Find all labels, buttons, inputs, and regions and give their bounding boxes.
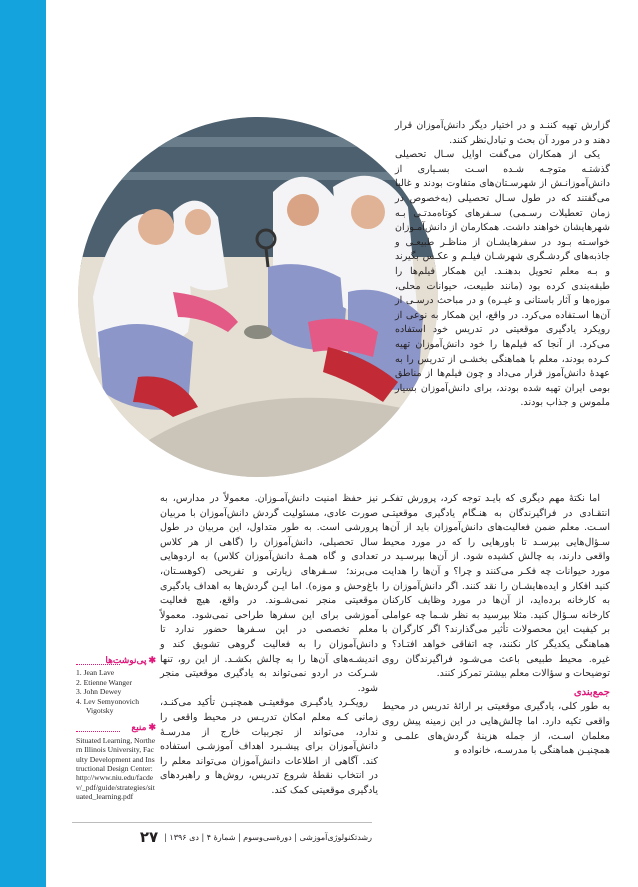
paragraph: رویکـرد یادگیـری موقعیتـی همچنیـن تأکید می‌کنـد، زمانی کـه معلم امکان تدریـس در محیط واقعی را ندارد، می‌تواند از تجربیات خارج از مدرسـۀ دانش‌آموزان برای پیشـبرد اهداف آموزشـی استفاده کند. آگاهی از اطلاعات دانش‌آموزان می‌تواند معلم را در انتخاب نقطۀ شروع تدریس، روش‌ها و راهبردهای یادگیری موقعیتی کمک کند. bbox=[160, 697, 378, 796]
accent-side-bar bbox=[0, 0, 46, 887]
divider bbox=[76, 731, 120, 732]
paragraph: نیز حفظ امنیت دانش‌آمـوزان. معمولاً در مدارس، به صورت عادی، مسئولیت گردش دانش‌آموزان با مربیان پرورشی است. به طور متداول، این مربیان در طول سال تحصیلی، دانش‌آموزان را (گاهی از هر کلاس تعدادی و گاه همـۀ دانش‌آموزان کلاس) به اردوهایی می‌برند؛ سـفرهای زیارتی و تفریحی (کوهسـتان، باغ‌وحش و موزه). اما ایـن گردش‌ها به اهداف یادگیری موقعیتی منجر نمی‌شـوند. در واقع، هیچ فعالیت آموزشی برای این سفرها طراحی نمی‌شود. معمولاً معلم تخصصی در این سـفرها حضور ندارد تا دانش‌آموزان را به فعالیت گروهی تشویق کند و اندیشـه‌های آن‌ها را به چالش بکشـد. از این رو، تنها شـرکت در اردو نمی‌تواند به یادگیری موقعیتی منجر شود. bbox=[160, 493, 378, 694]
footnotes-list bbox=[76, 668, 156, 715]
page-footer bbox=[72, 828, 372, 846]
right-column-bottom bbox=[382, 492, 610, 759]
paragraph: گزارش تهیه کننـد و در اختیار دیگر دانش‌آموزان قرار دهند و در مورد آن بحث و تبادل‌نظر کنند. bbox=[395, 120, 610, 146]
star-icon: ✱ bbox=[148, 722, 156, 733]
right-column-top bbox=[395, 119, 610, 411]
notes-sidebar bbox=[76, 656, 156, 802]
star-icon: ✱ bbox=[148, 655, 156, 665]
classroom-photo bbox=[78, 117, 438, 477]
footnotes-heading-label: پی‌نوشت‌ها bbox=[105, 655, 147, 665]
list-item: 1. Jean Lave bbox=[76, 668, 115, 678]
divider bbox=[76, 664, 120, 665]
list-item: 4. Lev Semyonovich bbox=[76, 696, 140, 706]
source-heading bbox=[76, 723, 156, 732]
list-item: 2. Etienne Wanger bbox=[76, 677, 132, 687]
conclusion-text: به طور کلی، یادگیری موقعیتی بر ارائۀ تدریس در محیط واقعی تکیه دارد. اما چالش‌هایی در این زمینه پیش روی معلمان اسـت، از جمله هزینۀ گردش‌های علمـی و همچنیـن هماهنگی با مدرسـه، خانواده و bbox=[382, 701, 610, 757]
list-item: 3. John Dewey bbox=[76, 687, 122, 697]
paragraph: اما نکتۀ مهم دیگری که بایـد توجه کرد، پرورش تفکـر انتقـادی در فراگیرندگان به هنـگام یادگیری موقعیتـی اسـت. معلم ضمن فعالیت‌های دانش‌آموزان باید از آن‌ها سـؤال‌هایی بپرسـد تا باورهایی را که در مورد محیط واقعی دارند، به چالش کشیده شود. از آن‌ها بپرسـید در مورد حیوانات چه فکـر می‌کنند و چرا؟ و آن‌ها را هدایت کنید افکار و ایده‌هایشـان را نقد کنند. اگر دانش‌آموزان را به کارخانه برده‌اید، از آن‌ها در مورد وظایف کارکنان کارخانه سـؤال کنید. مثلا بپرسید به نظر شـما چه عواملی بر کیفیت این محصولات تأثیر می‌گذارند؟ اگر کارگران با هماهنگی یکدیگر کار نکنند، چه اتفاقی خواهد افتـاد؟ و غیره. محیط طبیعی باعث می‌شـود فراگیرندگان روی توضیحات و سؤالات معلم بیشتر تمرکز کنند. bbox=[382, 493, 610, 680]
page-number: ۲۷ bbox=[139, 828, 159, 846]
list-item: Vigotsky bbox=[86, 706, 114, 716]
source-heading-label: منبع bbox=[131, 722, 147, 733]
conclusion-heading: جمع‌بندی bbox=[573, 686, 610, 698]
footnotes-heading bbox=[76, 656, 156, 665]
journal-info: رشدتکنولوژی‌آموزشی | دورۀسی‌وسوم | شمارۀ ۴ | دی ۱۳۹۶ | bbox=[164, 832, 372, 842]
paragraph: یکی از همکاران می‌گفت اوایل سـال تحصیلی گذشتـه متوجـه شـده اسـت بسـیاری از دانش‌آموزانـش از شهرسـتان‌های متفاوت بودند و غالبا می‌گفتند که در طول سـال تحصیلی (به‌خصوص در زمان تعطیلات رسـمی) سـفرهای کوتاه‌مدتـی بـه شهرهایشان خواهند داشت. همکارمان از دانش‌آمـوزان خواسـته بـود در سفرهایشـان از مناظـر طبیعـی و جاذبه‌های گردشـگری شهرشـان فیلـم و عکـس بگیرند و بـه معلم تحویل بدهنـد. این همکار فیلم‌ها را طبقه‌بندی کرده بود (مانند طبیعت، حیوانات محلی، موزه‌ها و آثار باستانی و غیـره) و در مباحث درسـی از آن‌ها اسـتفاده می‌کرد. در واقع، این همکار به نوعی از رویکرد یادگیری موقعیتی در تدریس خود استفاده می‌کرد. از آنجا که فیلم‌ها را خود دانش‌آموزان تهیه کـرده بودند، معلم با هماهنگی بخشـی از تدریس را به عهدۀ دانش‌آموز قرار می‌داد و چون فیلم‌ها از مناطق بومی ایران تهیه شده بودند، برای دانش‌آموزان بسیار ملموس و جذاب بودند. bbox=[395, 149, 610, 409]
photo-of-schoolgirls-with-magnifier bbox=[78, 117, 438, 477]
middle-column bbox=[160, 492, 378, 798]
source-citation: Situated Learning, Northern Illinois University, Faculty Development and Instructional Design Center: http://www.niu.edu/facdev/_pdf/guide/strategies/situated_learning.pdf bbox=[76, 735, 156, 802]
footer-divider bbox=[72, 822, 372, 823]
